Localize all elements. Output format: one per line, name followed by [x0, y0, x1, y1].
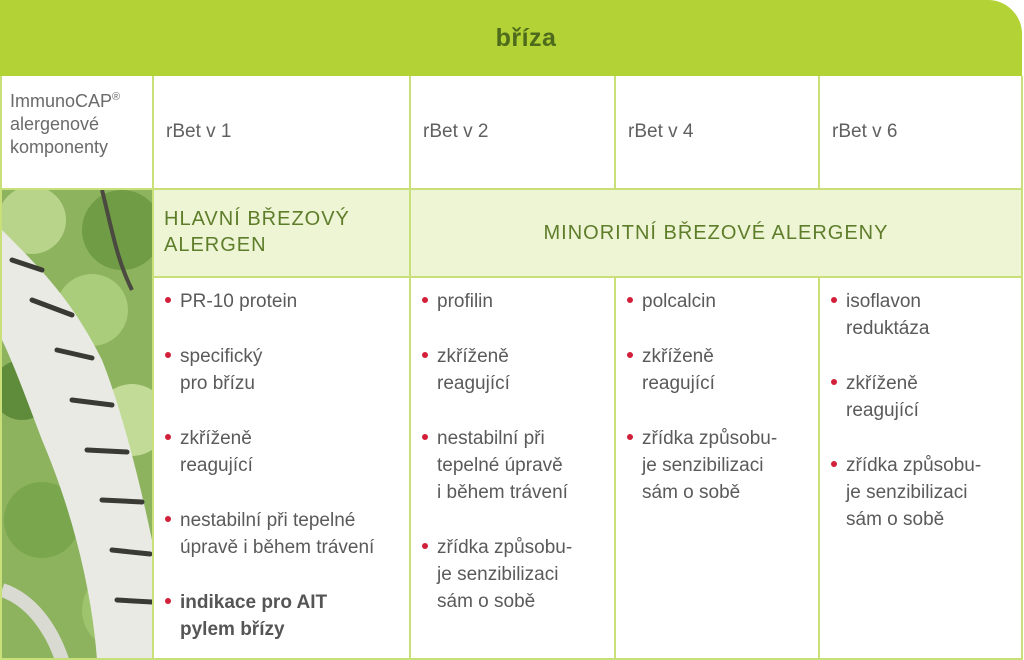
column-header-rbet-v4: rBet v 4	[616, 76, 820, 190]
feature-line: je senzibilizaci	[437, 564, 559, 585]
feature-line: pylem břízy	[180, 619, 285, 640]
feature-line: zřídka způsobu-	[642, 428, 778, 449]
feature-line: reagující	[180, 455, 253, 476]
feature-item	[626, 288, 808, 315]
major-line-1: HLAVNÍ BŘEZOVÝ	[164, 208, 350, 230]
feature-line: polcalcin	[642, 291, 716, 312]
feature-line: zřídka způsobu-	[437, 537, 573, 558]
major-allergen-label	[154, 190, 411, 278]
feature-line: zkříženě	[180, 428, 252, 449]
column-header-rbet-v6: rBet v 6	[820, 76, 1023, 190]
table-header	[0, 0, 1022, 76]
minor-allergens-label	[411, 190, 1023, 278]
feature-item	[626, 425, 808, 506]
feature-line: reagující	[642, 373, 715, 394]
features-rbet-v1	[154, 278, 411, 660]
feature-item	[421, 425, 604, 506]
allergen-table	[0, 76, 1023, 660]
feature-line: reagující	[437, 373, 510, 394]
feature-line: pro břízu	[180, 373, 255, 394]
feature-line: sám o sobě	[437, 591, 536, 612]
feature-line: zkříženě	[642, 346, 714, 367]
feature-line: indikace pro AIT	[180, 592, 328, 613]
feature-line: profilin	[437, 291, 493, 312]
feature-item	[830, 370, 1011, 424]
feature-line: i během trávení	[437, 482, 568, 503]
feature-line: úpravě i během trávení	[180, 537, 375, 558]
major-line-2: ALERGEN	[164, 234, 267, 256]
feature-item	[421, 343, 604, 397]
feature-line: specifický	[180, 346, 263, 367]
features-rbet-v4	[616, 278, 820, 660]
feature-line: zřídka způsobu-	[846, 455, 982, 476]
feature-line: sám o sobě	[642, 482, 741, 503]
feature-item	[164, 343, 399, 397]
feature-item	[626, 343, 808, 397]
feature-line: tepelné úpravě	[437, 455, 563, 476]
feature-line: reduktáza	[846, 318, 930, 339]
feature-line: isoflavon	[846, 291, 921, 312]
feature-line: zkříženě	[846, 373, 918, 394]
feature-line: PR-10 protein	[180, 291, 298, 312]
feature-item	[164, 507, 399, 561]
registered-mark: ®	[112, 91, 121, 103]
feature-line: nestabilní při tepelné	[180, 510, 356, 531]
table-title: bříza	[495, 23, 557, 52]
feature-item	[164, 425, 399, 479]
feature-line: je senzibilizaci	[642, 455, 764, 476]
feature-item	[421, 288, 604, 315]
features-rbet-v2	[411, 278, 616, 660]
column-header-rbet-v1: rBet v 1	[154, 76, 411, 190]
label-line-1: ImmunoCAP	[10, 91, 113, 111]
birch-tree-photo	[0, 190, 154, 660]
feature-item	[830, 452, 1011, 533]
column-header-rbet-v2: rBet v 2	[411, 76, 616, 190]
label-line-3: komponenty	[10, 137, 109, 157]
feature-line: je senzibilizaci	[846, 482, 968, 503]
feature-line: nestabilní při	[437, 428, 545, 449]
birch-tree-icon	[2, 190, 154, 660]
feature-line: zkříženě	[437, 346, 509, 367]
label-line-2: alergenové	[10, 114, 100, 134]
feature-item	[830, 288, 1011, 342]
feature-line: reagující	[846, 400, 919, 421]
feature-item	[164, 288, 399, 315]
feature-line: sám o sobě	[846, 509, 945, 530]
feature-item	[421, 534, 604, 615]
features-rbet-v6	[820, 278, 1023, 660]
feature-item	[164, 589, 399, 643]
minor-label-text: MINORITNÍ BŘEZOVÉ ALERGENY	[543, 221, 889, 244]
component-label	[0, 76, 154, 190]
